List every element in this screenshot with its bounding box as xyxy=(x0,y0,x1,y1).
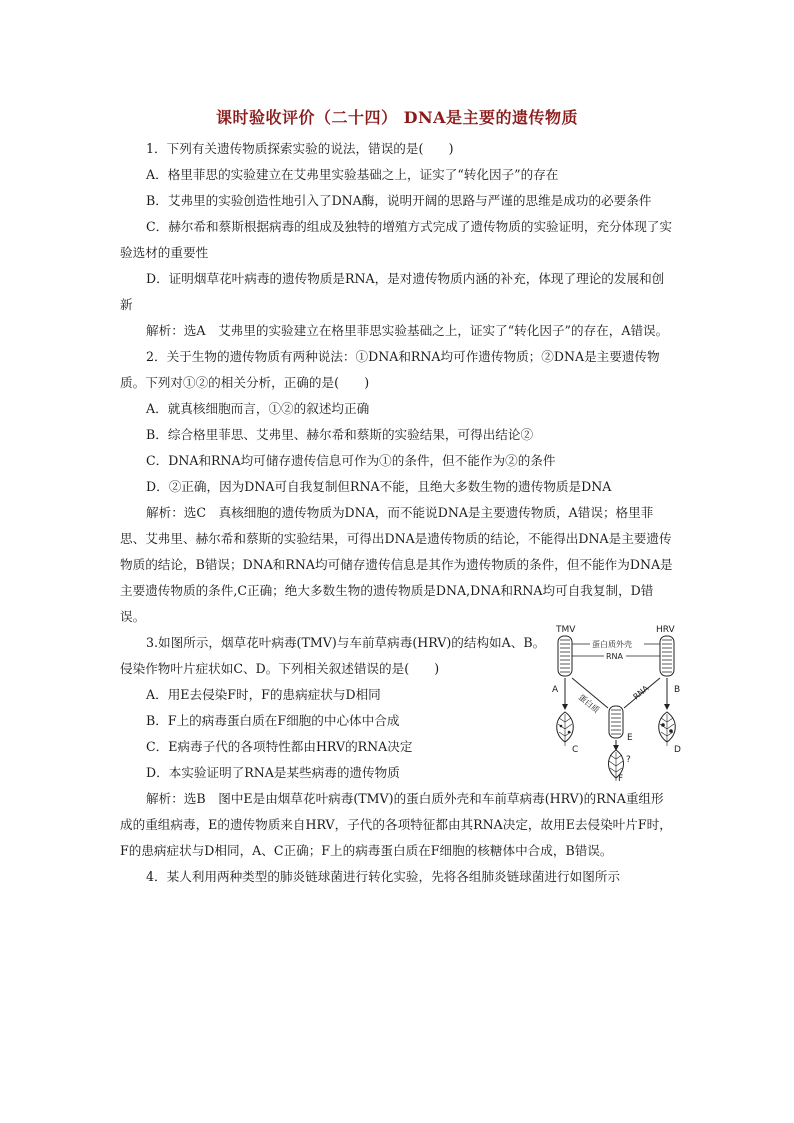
rna-label: RNA xyxy=(606,652,624,661)
label-b: B xyxy=(674,685,681,695)
label-question: ? xyxy=(626,755,631,765)
rna-arrow-label: RNA xyxy=(631,683,651,702)
q1-option-b: B．艾弗里的实验创造性地引入了DNA酶，说明开阔的思路与严谨的思维是成功的必要条件 xyxy=(146,193,652,208)
q1-option-a: A．格里菲思的实验建立在艾弗里实验基础之上，证实了“转化因子”的存在 xyxy=(146,167,559,182)
q3-option-d: D．本实验证明了RNA是某些病毒的遗传物质 xyxy=(146,765,400,780)
q2-stem: 2．关于生物的遗传物质有两种说法：①DNA和RNA均可作遗传物质；②DNA是主要遗传物质。下列对①②的相关分析，正确的是( ) xyxy=(120,349,660,390)
tmv-rod-icon xyxy=(558,636,572,676)
virus-reconstitution-figure xyxy=(548,622,688,782)
label-a: A xyxy=(552,685,559,695)
q3-option-a: A．用E去侵染F时，F的患病症状与D相同 xyxy=(146,687,381,702)
q3-block xyxy=(120,625,681,786)
q1-option-c: C．赫尔希和蔡斯根据病毒的组成及独特的增殖方式完成了遗传物质的实验证明，充分体现了实验选材的重要性 xyxy=(120,219,672,260)
label-d: D xyxy=(674,745,681,755)
q2-option-b: B．综合格里菲思、艾弗里、赫尔希和蔡斯的实验结果，可得出结论② xyxy=(146,427,534,442)
q3-option-c: C．E病毒子代的各项特性都由HRV的RNA决定 xyxy=(146,739,413,754)
q4-stem: 4．某人利用两种类型的肺炎链球菌进行转化实验，先将各组肺炎链球菌进行如图所示 xyxy=(146,869,620,884)
q3-analysis: 解析：选B 图中E是由烟草花叶病毒(TMV)的蛋白质外壳和车前草病毒(HRV)的RNA重组形成的重组病毒，E的遗传物质来自HRV，子代的各项特征都由其RNA决定，故用E去侵染叶片F时，F的患病症状与D相同，A、C正确；F上的病毒蛋白质在F细胞的核糖体中合成，B错误。 xyxy=(120,791,672,858)
q3-option-b: B．F上的病毒蛋白质在F细胞的中心体中合成 xyxy=(146,713,400,728)
question-content xyxy=(120,136,681,890)
protein-arrow-label: 蛋白质 xyxy=(576,692,601,715)
leaf-d-icon xyxy=(659,712,676,746)
q2-analysis: 解析：选C 真核细胞的遗传物质为DNA，而不能说DNA是主要遗传物质，A错误；格里菲思、艾弗里、赫尔希和蔡斯的实验结果，可得出DNA是遗传物质的结论，不能得出DNA是主要遗传物质的结论，B错误；DNA和RNA均可储存遗传信息是其作为遗传物质的条件，但不能作为DNA是主要遗传物质的条件,C正确；绝大多数生物的遗传物质是DNA,DNA和RNA均可自我复制，D错误。 xyxy=(120,505,673,624)
q1-analysis: 解析：选A 艾弗里的实验建立在格里菲思实验基础之上，证实了“转化因子”的存在，A错误。 xyxy=(146,323,669,338)
tmv-label: TMV xyxy=(556,625,576,635)
q3-stem: 3.如图所示，烟草花叶病毒(TMV)与车前草病毒(HRV)的结构如A、B。侵染作物叶片症状如C、D。下列相关叙述错误的是( ) xyxy=(120,635,546,676)
label-c: C xyxy=(572,745,579,755)
e-rod-icon xyxy=(609,706,623,738)
q2-option-c: C．DNA和RNA均可储存遗传信息可作为①的条件，但不能作为②的条件 xyxy=(146,453,556,468)
shell-label: 蛋白质外壳 xyxy=(592,640,632,649)
q1-stem: 1．下列有关遗传物质探索实验的说法，错误的是( ) xyxy=(146,141,454,156)
hrv-label: HRV xyxy=(656,625,675,635)
hrv-rod-icon xyxy=(660,636,674,676)
label-e: E xyxy=(627,733,633,743)
q2-option-a: A．就真核细胞而言，①②的叙述均正确 xyxy=(146,401,370,416)
q2-option-d: D．②正确，因为DNA可自我复制但RNA不能，且绝大多数生物的遗传物质是DNA xyxy=(146,479,612,494)
label-f: F xyxy=(618,774,624,782)
leaf-c-icon xyxy=(557,712,574,746)
q1-option-d: D．证明烟草花叶病毒的遗传物质是RNA，是对遗传物质内涵的补充，体现了理论的发展和创新 xyxy=(120,271,665,312)
page-title: 课时验收评价（二十四） DNA是主要的遗传物质 xyxy=(216,108,578,127)
